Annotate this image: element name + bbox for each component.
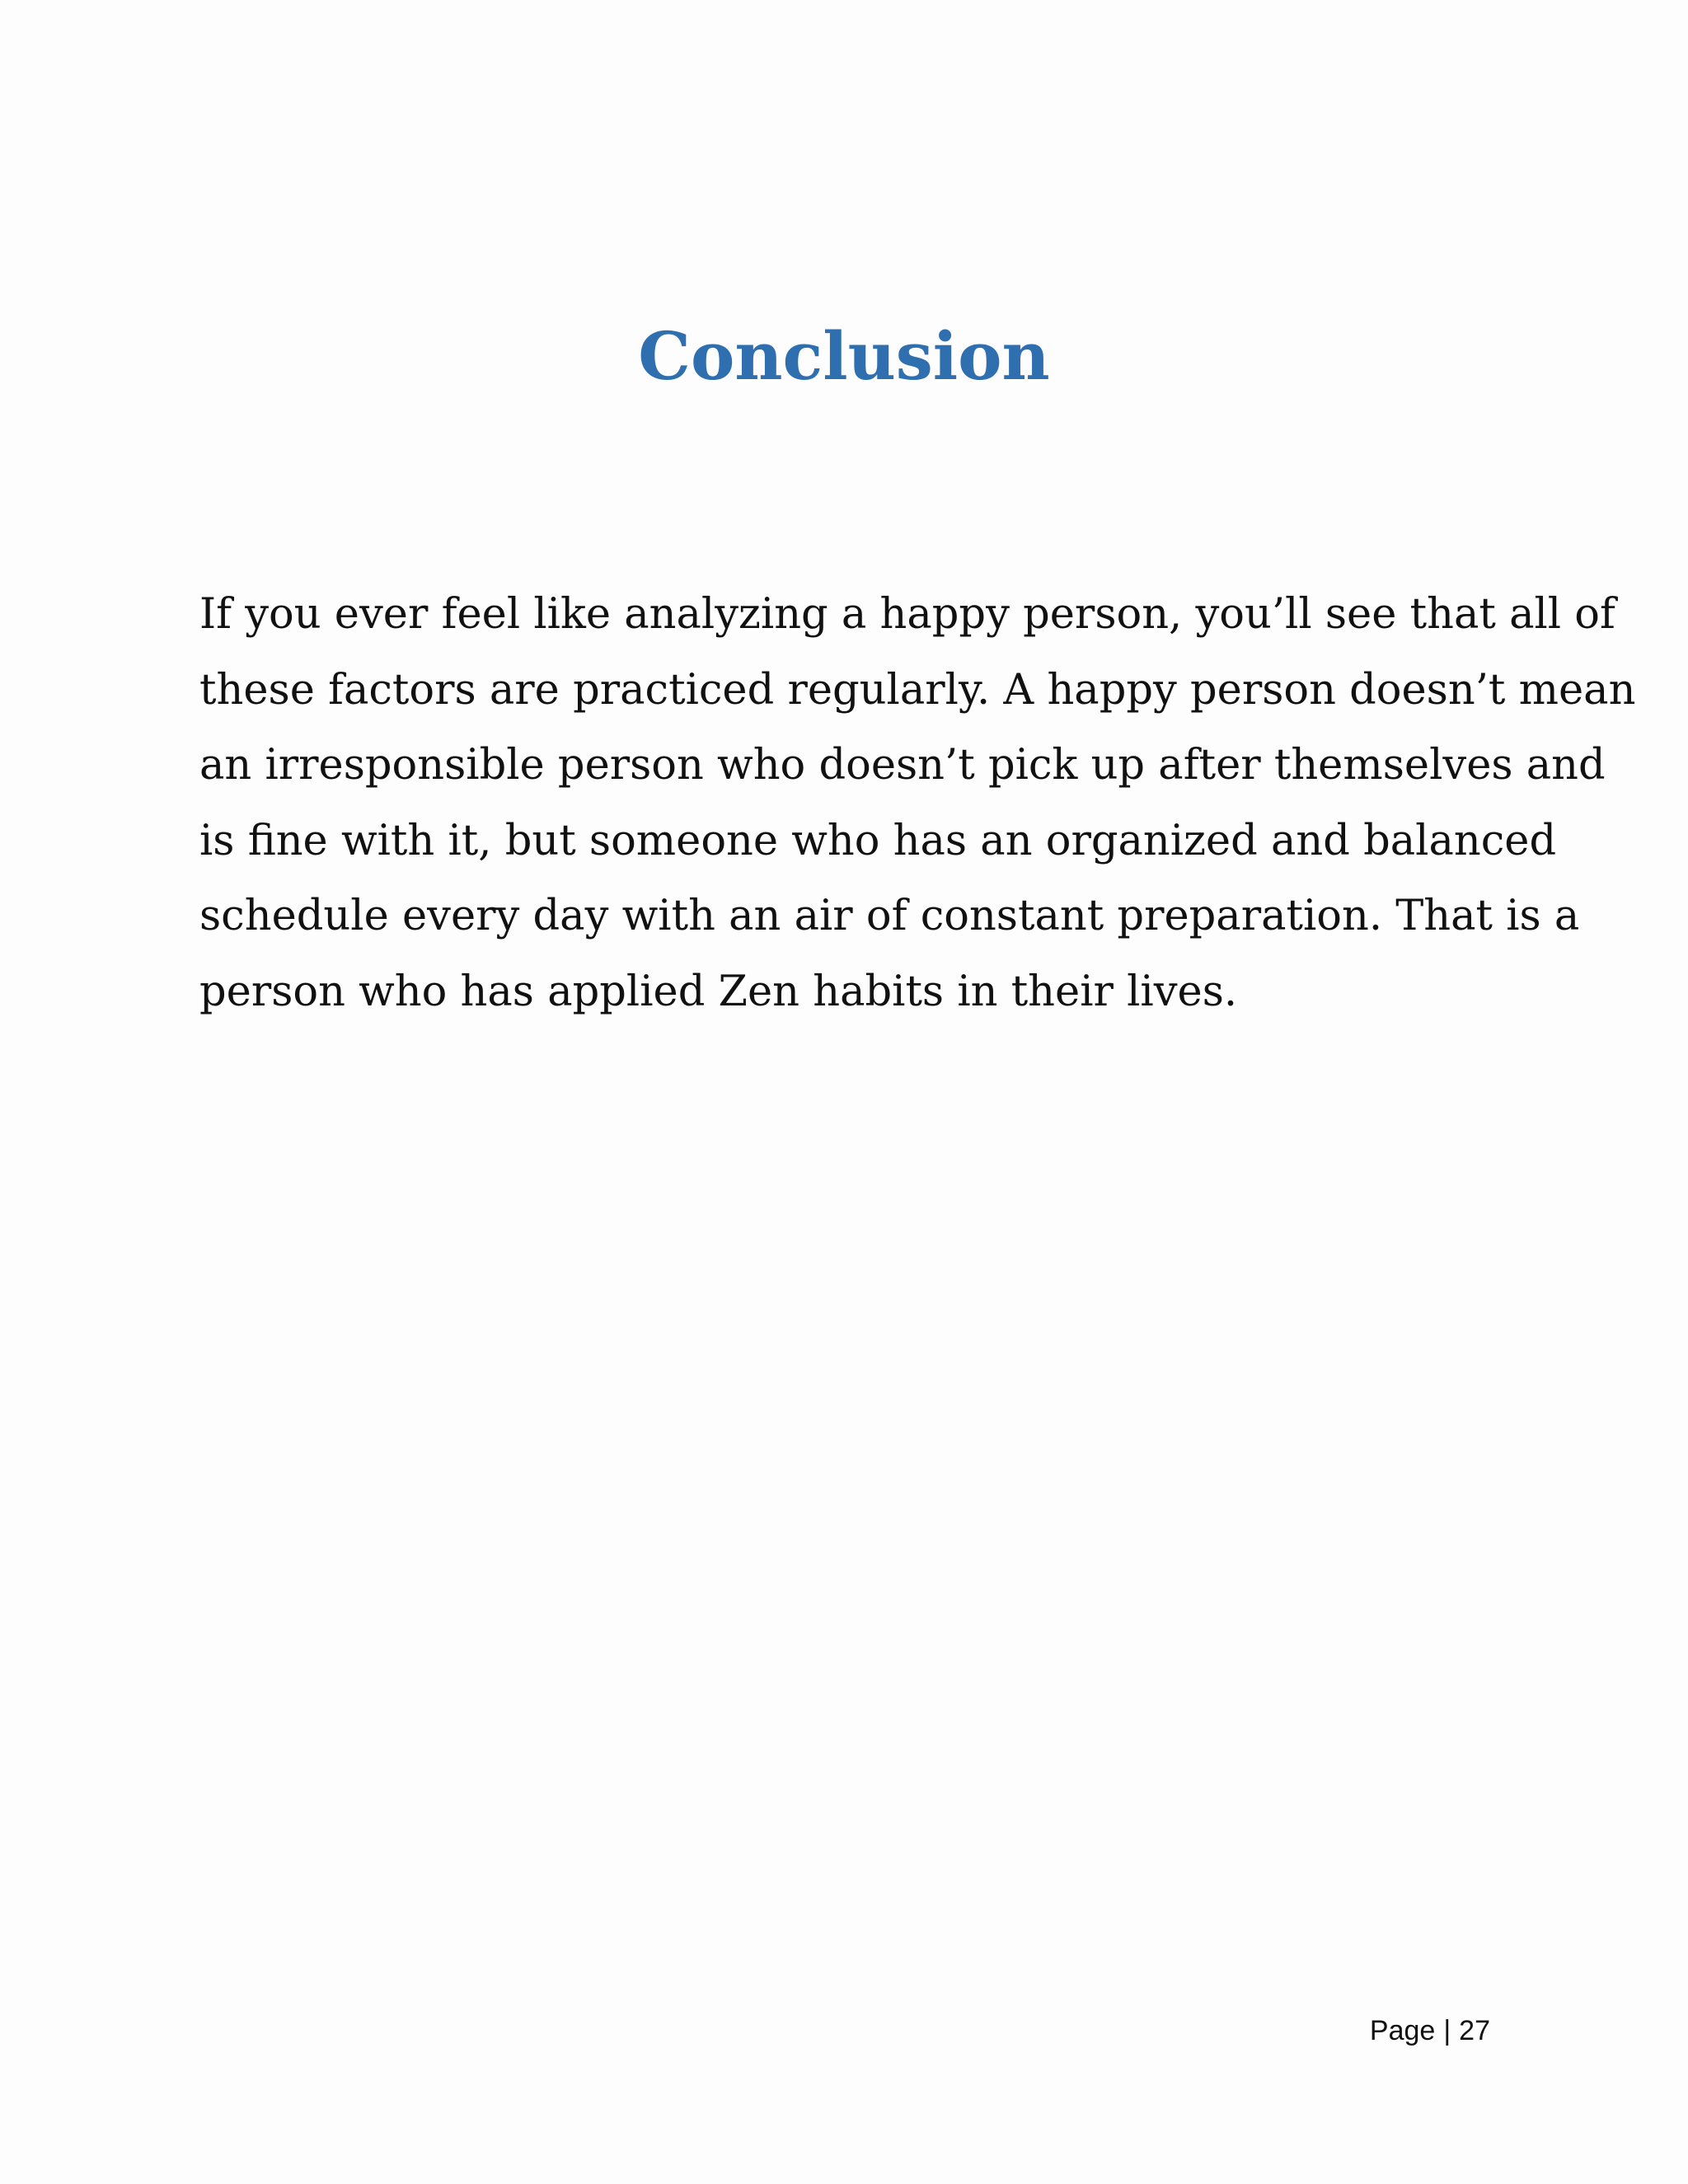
paragraph-line: person who has applied Zen habits in their lives. [199, 967, 1238, 1016]
page-separator: | [1443, 2015, 1451, 2046]
paragraph-line: schedule every day with an air of constant preparation. That is a [199, 892, 1580, 940]
page-label: Page [1369, 2015, 1436, 2046]
paragraph-line: If you ever feel like analyzing a happy person, you’ll see that all of [199, 590, 1615, 639]
page-number: 27 [1459, 2015, 1490, 2046]
paragraph-line: these factors are practiced regularly. A happy person doesn’t mean [199, 665, 1636, 715]
page-footer [1370, 2011, 1490, 2050]
page-title: Conclusion [638, 317, 1050, 395]
paragraph-line: is fine with it, but someone who has an organized and balanced [199, 816, 1557, 865]
paragraph-line: an irresponsible person who doesn’t pick up after themselves and [199, 741, 1606, 790]
conclusion-paragraph [199, 577, 1636, 1029]
